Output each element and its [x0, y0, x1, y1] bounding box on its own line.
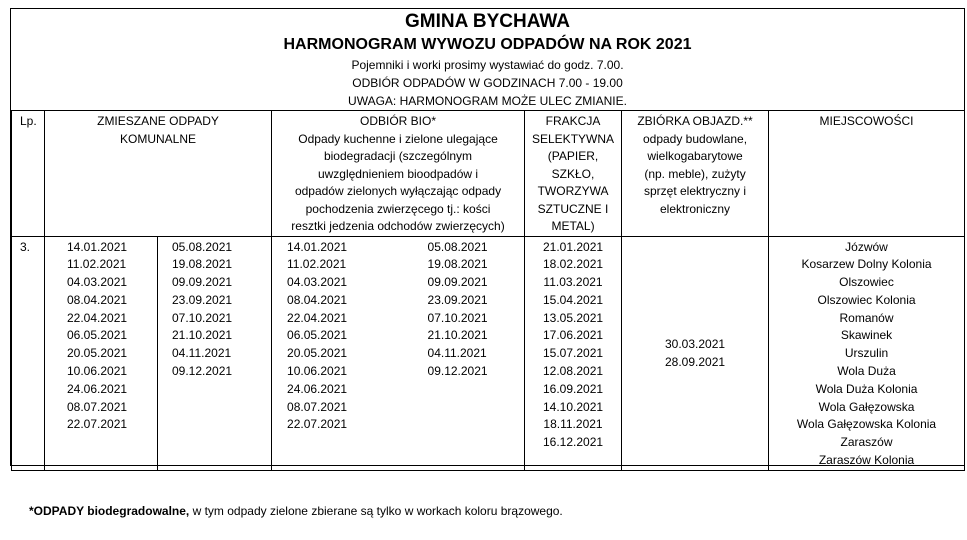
footnote-text: w tym odpady zielone zbierane są tylko w workach koloru brązowego. [189, 504, 563, 518]
list-item: Olszowiec Kolonia [817, 292, 916, 307]
list-item: 08.04.2021 [67, 292, 128, 307]
info-line-containers: Pojemniki i worki prosimy wystawiać do godz. 7.00. [351, 58, 624, 72]
row-lp: 3. [12, 236, 45, 470]
header-lp: Lp. [12, 111, 45, 237]
list-item: wielkogabarytowe [647, 149, 743, 163]
header-bulky-collection [622, 111, 769, 237]
list-item: 10.06.2021 [67, 364, 128, 379]
footnote-bold: *ODPADY biodegradowalne, [29, 504, 190, 518]
list-item: 04.11.2021 [427, 346, 487, 361]
list-item: 06.05.2021 [67, 328, 128, 343]
list-item: 07.10.2021 [172, 310, 233, 325]
table-header-row [12, 111, 965, 237]
list-item: SZKŁO, [551, 166, 595, 181]
list-item: 11.03.2021 [543, 275, 603, 290]
list-item: 23.09.2021 [172, 292, 233, 307]
list-item: sprzęt elektryczny i [644, 184, 747, 198]
list-item: (np. meble), zużyty [644, 166, 746, 181]
list-item: Skawinek [840, 328, 893, 343]
list-item: SELEKTYWNA [532, 131, 615, 146]
info-line-hours: ODBIÓR ODPADÓW W GODZINACH 7.00 - 19.00 [352, 76, 623, 90]
list-item: odpady budowlane, [642, 131, 748, 146]
list-item: Wola Duża Kolonia [815, 381, 918, 396]
list-item: KOMUNALNE [120, 131, 197, 146]
mixed-dates-first-half [45, 236, 158, 470]
municipality-title: GMINA BYCHAWA [404, 11, 571, 32]
list-item: 22.04.2021 [287, 310, 348, 325]
list-item: 05.08.2021 [172, 239, 233, 254]
selective-dates [525, 236, 622, 470]
list-item: ZBIÓRKA OBJAZD.** [637, 114, 753, 128]
list-item: biodegradacji (szczególnym [323, 149, 473, 163]
list-item: 14.01.2021 [287, 239, 348, 254]
list-item: 30.03.2021 [664, 337, 726, 352]
list-item: Zaraszów [840, 435, 893, 450]
list-item: 15.04.2021 [542, 292, 604, 307]
list-item: ODBIÓR BIO* [360, 114, 437, 128]
list-item: Józwów [845, 239, 888, 254]
list-item: 12.08.2021 [542, 364, 604, 379]
list-item: 21.10.2021 [172, 328, 233, 343]
list-item: 17.06.2021 [542, 328, 604, 343]
list-item: 09.09.2021 [172, 275, 233, 290]
list-item: TWORZYWA [537, 184, 609, 198]
list-item: 09.12.2021 [427, 364, 488, 379]
list-item: Zaraszów Kolonia [818, 453, 915, 468]
list-item: elektroniczny [660, 201, 731, 216]
header-localities: MIEJSCOWOŚCI [769, 111, 965, 237]
list-item: 04.11.2021 [172, 346, 232, 361]
list-item: 06.05.2021 [287, 328, 348, 343]
list-item: 07.10.2021 [427, 310, 488, 325]
list-item: METAL) [551, 219, 595, 233]
list-item: 20.05.2021 [67, 346, 128, 361]
list-item: 15.07.2021 [542, 346, 604, 361]
list-item: 08.07.2021 [67, 399, 128, 414]
list-item: Olszowiec [839, 275, 894, 290]
list-item: Urszulin [844, 346, 889, 361]
bio-dates-second-half [388, 236, 525, 470]
list-item: 21.01.2021 [542, 239, 604, 254]
schedule-table [11, 110, 965, 471]
bio-dates-first-half [272, 236, 388, 470]
info-line-warning: UWAGA: HARMONOGRAM MOŻE ULEC ZMIANIE. [348, 94, 627, 108]
list-item: 09.12.2021 [172, 364, 233, 379]
list-item: 22.04.2021 [67, 310, 128, 325]
list-item: Wola Duża [837, 364, 896, 379]
list-item: 22.07.2021 [287, 417, 348, 432]
list-item: 11.02.2021 [67, 257, 127, 272]
footnote [29, 504, 563, 518]
list-item: 11.02.2021 [287, 257, 347, 272]
list-item: Kosarzew Dolny Kolonia [801, 257, 932, 272]
list-item: (PAPIER, [547, 149, 599, 163]
list-item: Wola Gałęzowska [818, 399, 915, 414]
list-item: 16.09.2021 [542, 381, 604, 396]
list-item: 21.10.2021 [427, 328, 488, 343]
schedule-frame [10, 8, 965, 466]
list-item: Wola Gałęzowska Kolonia [796, 417, 937, 432]
bulky-collection-dates [622, 236, 769, 470]
header-mixed-waste [45, 111, 272, 237]
list-item: 20.05.2021 [287, 346, 348, 361]
list-item: 04.03.2021 [287, 275, 348, 290]
list-item: 19.08.2021 [172, 257, 233, 272]
list-item: 24.06.2021 [287, 381, 348, 396]
list-item: 10.06.2021 [287, 364, 348, 379]
list-item: 18.11.2021 [543, 417, 603, 432]
list-item: 28.09.2021 [664, 355, 726, 370]
list-item: 24.06.2021 [67, 381, 128, 396]
schedule-title: HARMONOGRAM WYWOZU ODPADÓW NA ROK 2021 [283, 36, 692, 53]
header-bio [272, 111, 525, 237]
table-row [12, 236, 965, 470]
list-item: 22.07.2021 [67, 417, 128, 432]
list-item: odpadów zielonych wyłączając odpady [294, 184, 502, 198]
list-item: 16.12.2021 [542, 435, 604, 450]
list-item: pochodzenia zwierzęcego tj.: kości [305, 201, 491, 216]
list-item: 09.09.2021 [427, 275, 488, 290]
list-item: 04.03.2021 [67, 275, 128, 290]
list-item: 13.05.2021 [542, 310, 604, 325]
localities-list [769, 236, 965, 470]
list-item: ZMIESZANE ODPADY [97, 114, 219, 128]
list-item: FRAKCJA [545, 114, 601, 128]
list-item: resztki jedzenia odchodów zwierzęcych) [291, 219, 505, 233]
list-item: Odpady kuchenne i zielone ulegające [298, 131, 498, 146]
list-item: 08.04.2021 [287, 292, 348, 307]
list-item: 08.07.2021 [287, 399, 348, 414]
list-item: 14.10.2021 [542, 399, 604, 414]
list-item: 14.01.2021 [67, 239, 128, 254]
list-item: 05.08.2021 [427, 239, 488, 254]
list-item: SZTUCZNE I [537, 201, 609, 216]
list-item: 19.08.2021 [427, 257, 488, 272]
list-item: uwzględnieniem bioodpadów i [317, 166, 479, 181]
list-item: 18.02.2021 [542, 257, 604, 272]
list-item: 23.09.2021 [427, 292, 488, 307]
mixed-dates-second-half [158, 236, 272, 470]
list-item: Romanów [839, 310, 894, 325]
header-selective [525, 111, 622, 237]
